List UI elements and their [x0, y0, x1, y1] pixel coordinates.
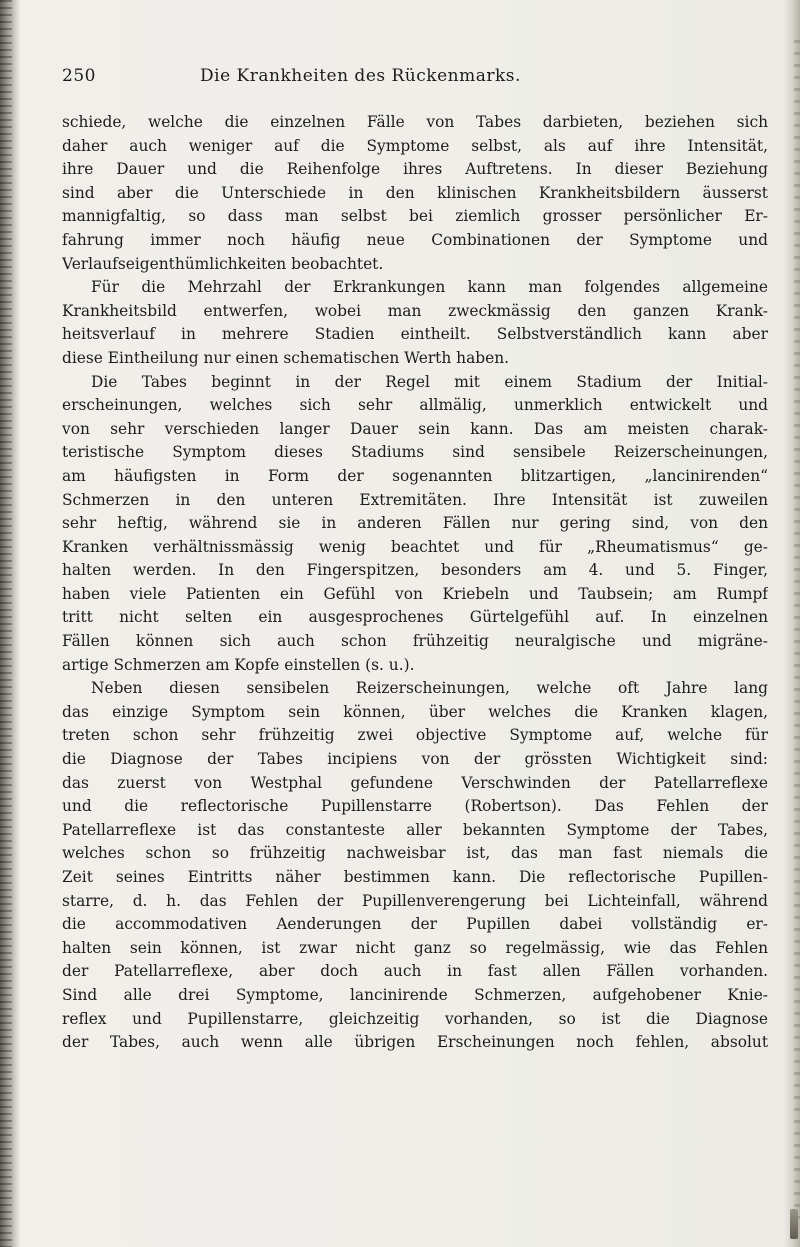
text-line: Kranken verhältnissmässig wenig beachtet und für „Rheumatismus“ ge-: [62, 537, 768, 556]
text-line: halten sein können, ist zwar nicht ganz so regelmässig, wie das Fehlen: [62, 938, 768, 957]
text-line: Verlaufseigenthümlichkeiten beobachtet.: [62, 254, 384, 273]
text-line: der Patellarreflexe, aber doch auch in fast allen Fällen vorhanden.: [62, 962, 768, 981]
text-line: daher auch weniger auf die Symptome selbst, als auf ihre Intensität,: [62, 136, 768, 155]
text-line: Krankheitsbild entwerfen, wobei man zweckmässig den ganzen Krank-: [62, 301, 768, 320]
text-line: und die reflectorische Pupillenstarre (Robertson). Das Fehlen der: [62, 797, 768, 816]
text-line: Die Tabes beginnt in der Regel mit einem Stadium der Initial-: [91, 372, 768, 391]
text-line: am häufigsten in Form der sogenannten blitzartigen, „lancinirenden“: [62, 466, 768, 485]
text-line: sehr heftig, während sie in anderen Fällen nur gering sind, von den: [62, 514, 768, 533]
text-line: haben viele Patienten ein Gefühl von Kriebeln und Taubsein; am Rumpf: [62, 584, 768, 603]
text-line: ihre Dauer und die Reihenfolge ihres Auftretens. In dieser Beziehung: [62, 160, 768, 179]
text-line: Schmerzen in den unteren Extremitäten. Ihre Intensität ist zuweilen: [62, 490, 768, 509]
text-line: mannigfaltig, so dass man selbst bei ziemlich grosser persönlicher Er-: [62, 207, 768, 226]
text-line: halten werden. In den Fingerspitzen, besonders am 4. und 5. Finger,: [62, 561, 768, 580]
text-line: Zeit seines Eintritts näher bestimmen kann. Die reflectorische Pupillen-: [62, 868, 768, 886]
text-line: das zuerst von Westphal gefundene Verschwinden der Patellarreflexe: [62, 773, 768, 792]
text-line: erscheinungen, welches sich sehr allmälig, unmerklich entwickelt und: [62, 396, 768, 415]
text-line: das einzige Symptom sein können, über welches die Kranken klagen,: [62, 702, 768, 721]
text-line: reflex und Pupillenstarre, gleichzeitig vorhanden, so ist die Diagnose: [62, 1009, 768, 1028]
running-head: [62, 62, 762, 90]
text-line: der Tabes, auch wenn alle übrigen Erscheinungen noch fehlen, absolut: [62, 1033, 768, 1052]
text-line: fahrung immer noch häufig neue Combinationen der Symptome und: [62, 230, 768, 249]
text-line: Sind alle drei Symptome, lancinirende Schmerzen, aufgehobener Knie-: [62, 985, 768, 1004]
running-head-title: Die Krankheiten des Rückenmarks.: [200, 66, 521, 86]
text-line: tritt nicht selten ein ausgesprochenes Gürtelgefühl auf. In einzelnen: [62, 608, 768, 627]
text-line: heitsverlauf in mehrere Stadien eintheilt. Selbstverständlich kann aber: [62, 325, 768, 344]
text-line: treten schon sehr frühzeitig zwei objective Symptome auf, welche für: [62, 726, 768, 745]
binding-edge: [0, 0, 12, 1247]
page-edge-texture: [794, 40, 800, 1220]
page-corner-mark: [790, 1209, 798, 1239]
text-line: starre, d. h. das Fehlen der Pupillenverengerung bei Lichteinfall, während: [62, 891, 768, 910]
text-line: von sehr verschieden langer Dauer sein kann. Das am meisten charak-: [62, 419, 768, 438]
text-line: schiede, welche die einzelnen Fälle von Tabes darbieten, beziehen sich: [62, 113, 768, 131]
body-text: [62, 111, 768, 1055]
page-number: 250: [62, 66, 96, 86]
text-line: diese Eintheilung nur einen schematischen Werth haben.: [62, 348, 510, 367]
text-line: Patellarreflexe ist das constanteste aller bekannten Symptome der Tabes,: [62, 820, 768, 839]
text-line: teristische Symptom dieses Stadiums sind sensibele Reizerscheinungen,: [62, 443, 768, 462]
text-line: Fällen können sich auch schon frühzeitig neuralgische und migräne-: [62, 632, 768, 651]
text-line: Neben diesen sensibelen Reizerscheinungen, welche oft Jahre lang: [91, 679, 768, 698]
text-line: die Diagnose der Tabes incipiens von der grössten Wichtigkeit sind:: [62, 750, 768, 769]
text-line: artige Schmerzen am Kopfe einstellen (s. u.).: [62, 655, 415, 674]
text-line: Für die Mehrzahl der Erkrankungen kann man folgendes allgemeine: [91, 278, 768, 297]
text-line: sind aber die Unterschiede in den klinischen Krankheitsbildern äusserst: [62, 183, 768, 202]
text-line: welches schon so frühzeitig nachweisbar ist, das man fast niemals die: [62, 844, 768, 863]
text-line: die accommodativen Aenderungen der Pupillen dabei vollständig er-: [62, 915, 768, 934]
